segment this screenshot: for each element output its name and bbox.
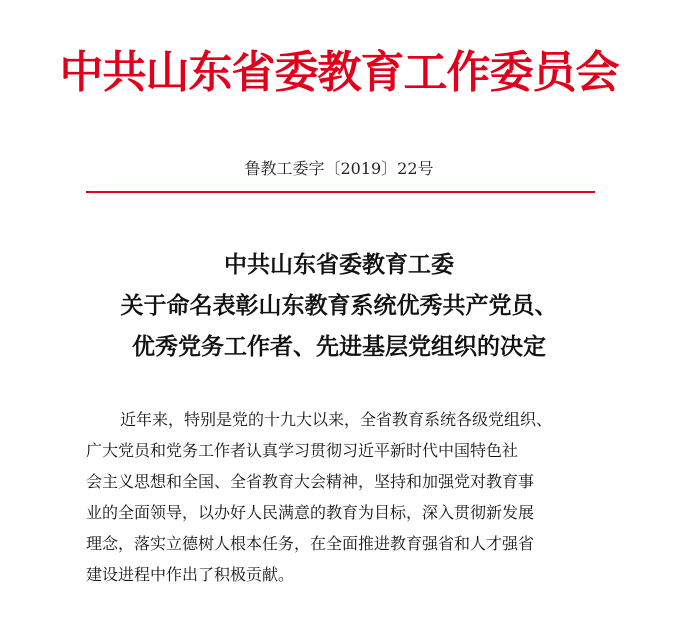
- document-subject: [0, 244, 678, 367]
- subject-line-2: 关于命名表彰山东教育系统优秀共产党员、: [120, 292, 558, 319]
- body-paragraph: [86, 404, 598, 590]
- body-line-5: 理念，落实立德树人根本任务，在全面推进教育强省和人才强省: [86, 534, 535, 553]
- body-line-6: 建设进程中作出了积极贡献。: [86, 565, 295, 584]
- red-divider-line: [86, 191, 595, 193]
- body-line-1: 近年来，特别是党的十九大以来，全省教育系统各级党组织、: [120, 410, 553, 429]
- body-line-3: 会主义思想和全国、全省教育大会精神，坚持和加强党对教育事: [86, 472, 535, 491]
- subject-line-3: 优秀党务工作者、先进基层党组织的决定: [132, 333, 546, 360]
- body-line-4: 业的全面领导，以办好人民满意的教育为目标，深入贯彻新发展: [86, 503, 535, 522]
- document-number: 鲁教工委字〔2019〕22号: [244, 159, 434, 178]
- subject-line-1: 中共山东省委教育工委: [224, 251, 454, 278]
- body-line-2: 广大党员和党务工作者认真学习贯彻习近平新时代中国特色社: [86, 441, 519, 460]
- issuer-header: 中共山东省委教育工作委员会: [59, 47, 619, 98]
